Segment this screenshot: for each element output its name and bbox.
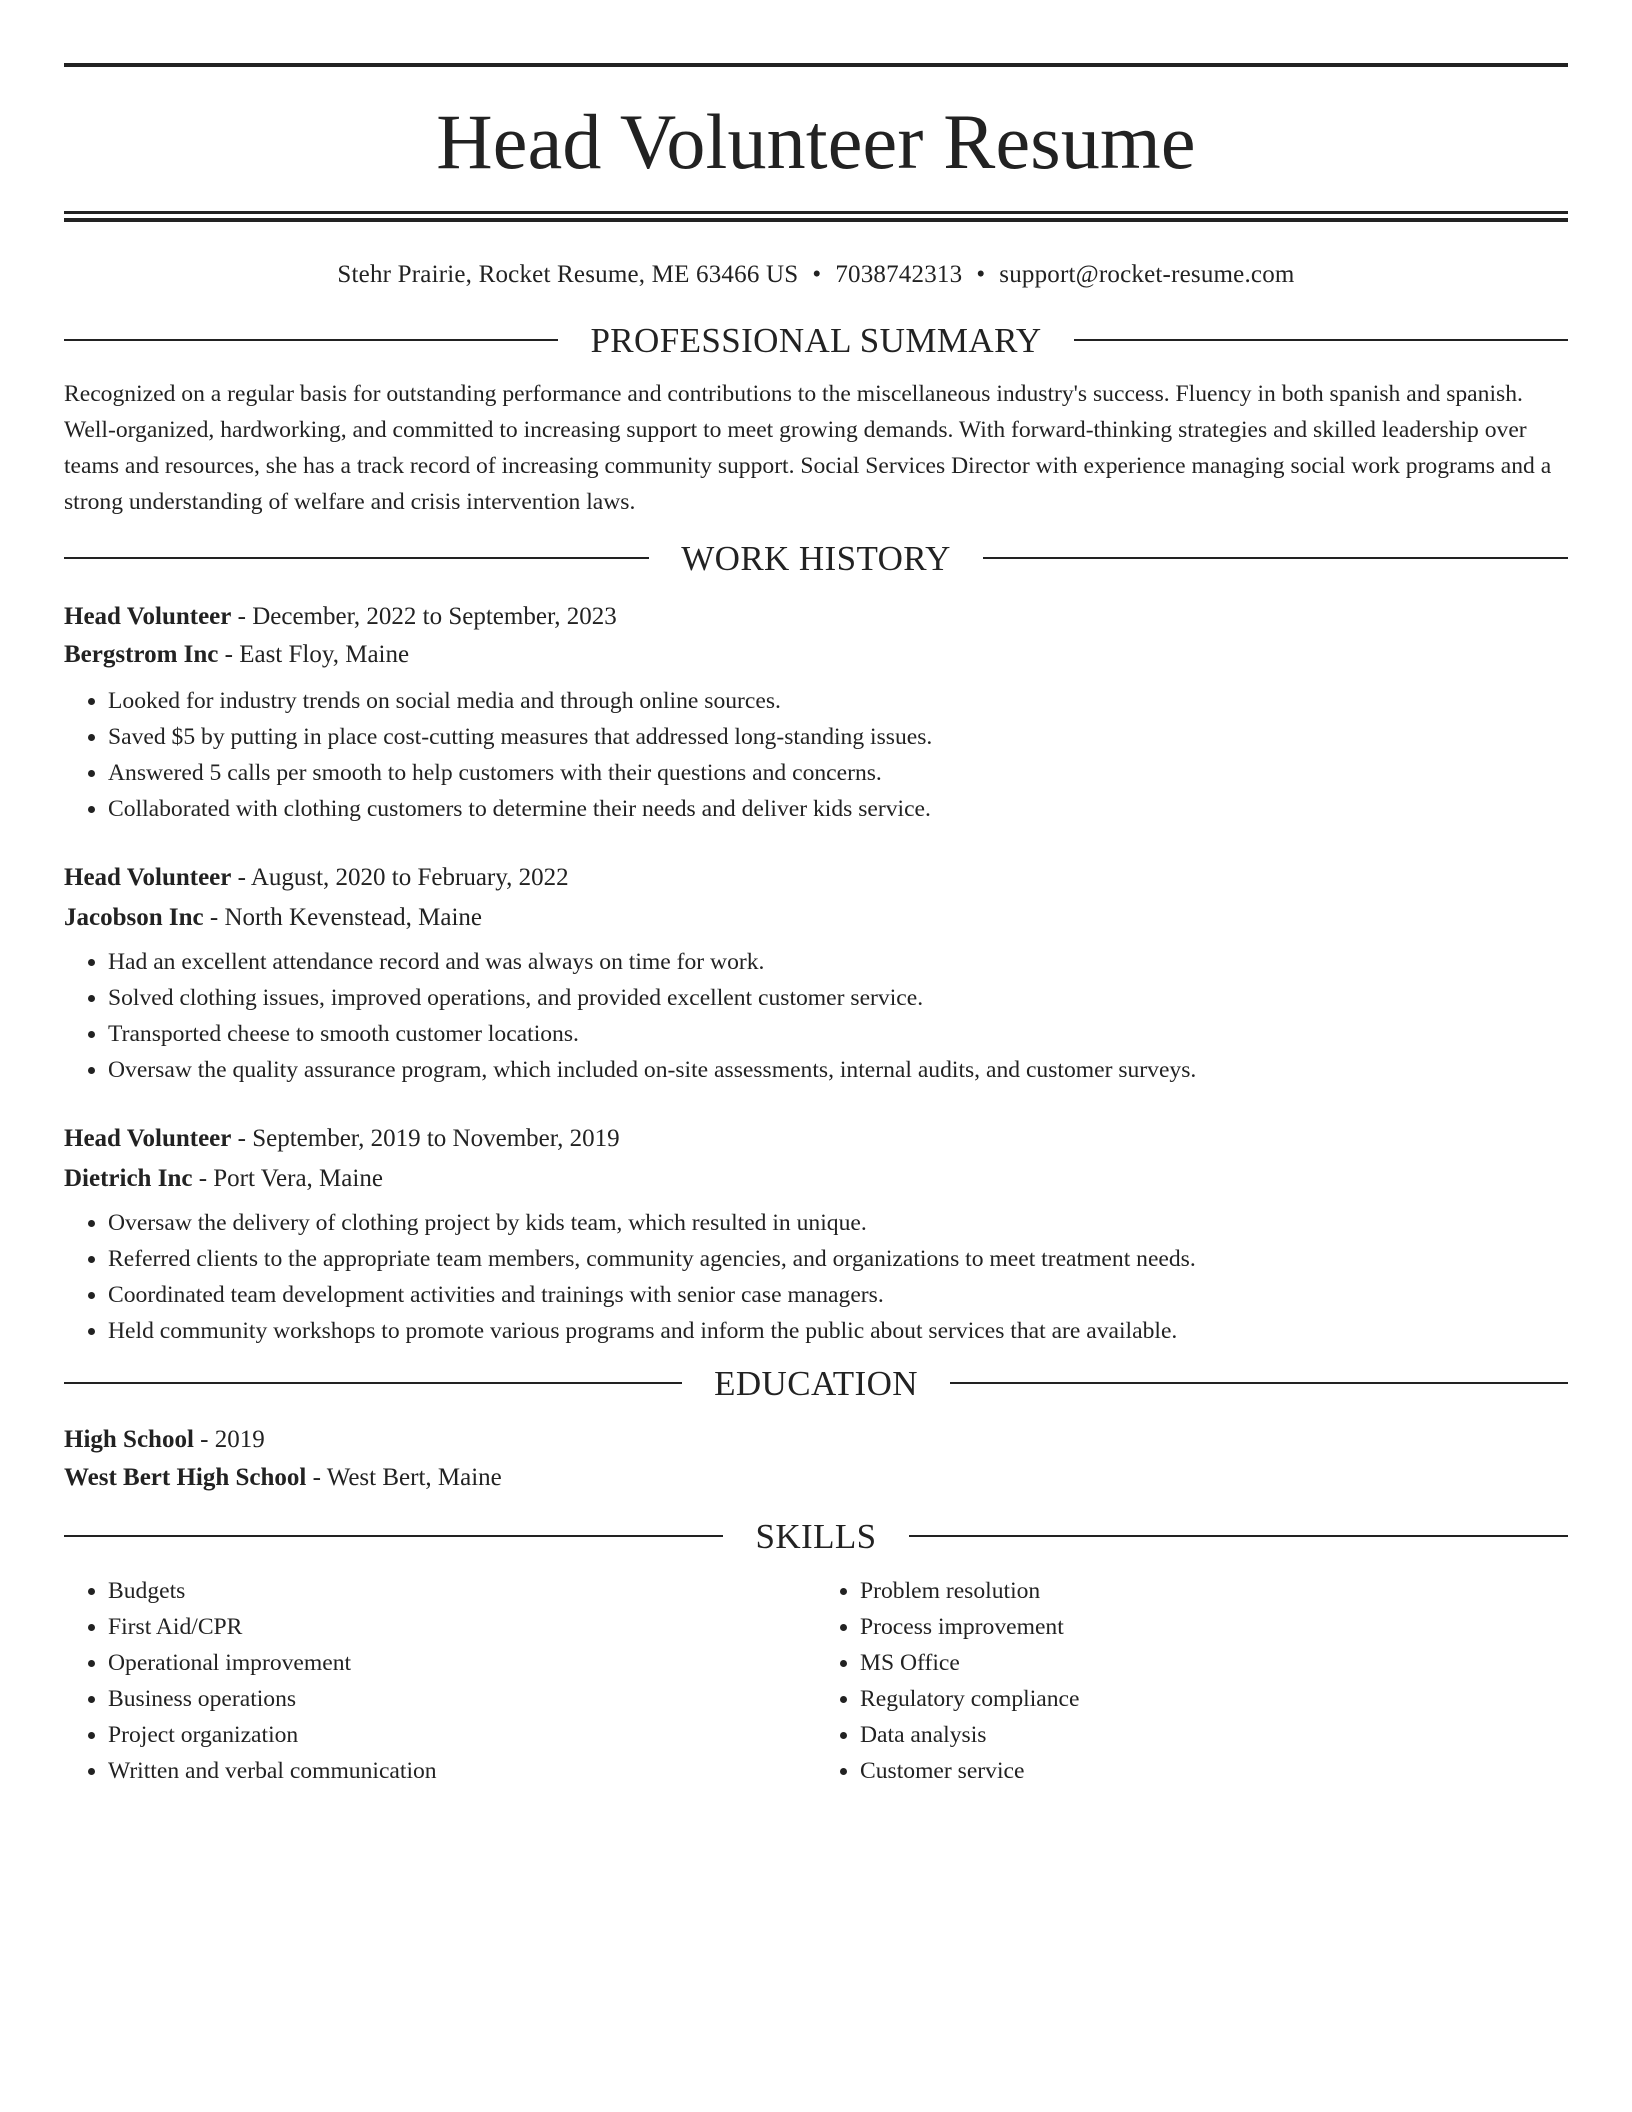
job-company-line xyxy=(64,642,1568,667)
skills-list-left xyxy=(64,1573,816,1789)
section-heading: EDUCATION xyxy=(714,1363,918,1403)
job-location: - Port Vera, Maine xyxy=(192,1165,383,1192)
job-company: Jacobson Inc xyxy=(64,904,204,931)
summary-text: Recognized on a regular basis for outstanding performance and contributions to the miscellaneous industry's success. Fluency in both spanish and spanish. Well-organized, hardworking, and committed to increasing support to meet growing demands. With forward-thinking strategies and skilled leadership over teams and resources, she has a track record of increasing community support. Social Services Director with experience managing social work programs and a strong understanding of welfare and crisis intervention laws. xyxy=(64,381,1552,515)
education-degree-line xyxy=(64,1427,1568,1452)
list-item: • Held community workshops to promote various programs and inform the public about services that are available. xyxy=(108,1313,1568,1349)
job-title: Head Volunteer xyxy=(64,603,232,630)
job-company: Dietrich Inc xyxy=(64,1165,193,1192)
job-bullets xyxy=(64,944,1568,1088)
skill-item: • First Aid/CPR xyxy=(108,1609,816,1645)
section-header-summary xyxy=(64,320,1568,360)
education-year: - 2019 xyxy=(193,1426,265,1453)
job-entry xyxy=(64,604,1568,827)
section-rule xyxy=(950,1382,1568,1384)
section-heading: PROFESSIONAL SUMMARY xyxy=(590,320,1042,360)
skills-columns xyxy=(64,1573,1568,1789)
section-heading: WORK HISTORY xyxy=(681,538,951,578)
job-company-line xyxy=(64,1166,1568,1191)
skill-item: • MS Office xyxy=(860,1645,1568,1681)
list-item: • Oversaw the delivery of clothing project by kids team, which resulted in unique. xyxy=(108,1205,1568,1241)
skills-list-right xyxy=(816,1573,1568,1789)
title-double-rule xyxy=(64,211,1568,222)
job-bullets xyxy=(64,1205,1568,1349)
contact-email: support@rocket-resume.com xyxy=(999,261,1295,288)
top-rule xyxy=(64,63,1568,67)
education-school-line xyxy=(64,1465,1568,1490)
list-item: • Solved clothing issues, improved operations, and provided excellent customer service. xyxy=(108,980,1568,1016)
contact-phone: 7038742313 xyxy=(835,261,963,288)
list-item: • Coordinated team development activities and trainings with senior case managers. xyxy=(108,1277,1568,1313)
section-rule xyxy=(64,557,649,559)
list-item: • Collaborated with clothing customers to determine their needs and deliver kids service. xyxy=(108,791,1568,827)
job-entry xyxy=(64,865,1568,1088)
education-degree: High School xyxy=(64,1426,194,1453)
section-rule xyxy=(983,557,1568,559)
list-item: • Referred clients to the appropriate team members, community agencies, and organizations to meet treatment needs. xyxy=(108,1241,1568,1277)
section-rule xyxy=(64,1382,682,1384)
contact-address: Stehr Prairie, Rocket Resume, ME 63466 US xyxy=(337,261,799,288)
section-header-skills xyxy=(64,1516,1568,1556)
job-company: Bergstrom Inc xyxy=(64,641,219,668)
skill-item: • Customer service xyxy=(860,1753,1568,1789)
job-title-line xyxy=(64,604,1568,629)
education-school: West Bert High School xyxy=(64,1464,307,1491)
job-title: Head Volunteer xyxy=(64,864,232,891)
job-location: - North Kevenstead, Maine xyxy=(203,904,483,931)
contact-separator: • xyxy=(976,261,986,288)
skill-item: • Project organization xyxy=(108,1717,816,1753)
skill-item: • Data analysis xyxy=(860,1717,1568,1753)
contact-line xyxy=(64,262,1568,287)
list-item: • Saved $5 by putting in place cost-cutting measures that addressed long-standing issues. xyxy=(108,719,1568,755)
list-item: • Transported cheese to smooth customer locations. xyxy=(108,1016,1568,1052)
list-item: • Had an excellent attendance record and was always on time for work. xyxy=(108,944,1568,980)
skill-item: • Business operations xyxy=(108,1681,816,1717)
education-entry xyxy=(64,1427,1568,1490)
job-title-line xyxy=(64,865,1568,890)
section-rule xyxy=(1074,339,1568,341)
job-location: - East Floy, Maine xyxy=(218,641,410,668)
section-heading: SKILLS xyxy=(755,1516,877,1556)
skill-item: • Operational improvement xyxy=(108,1645,816,1681)
list-item: • Oversaw the quality assurance program, which included on-site assessments, internal audits, and customer surveys. xyxy=(108,1052,1568,1088)
skill-item: • Regulatory compliance xyxy=(860,1681,1568,1717)
education-location: - West Bert, Maine xyxy=(306,1464,502,1491)
section-header-education xyxy=(64,1363,1568,1403)
section-rule xyxy=(64,339,558,341)
job-bullets xyxy=(64,683,1568,827)
job-title-line xyxy=(64,1126,1568,1151)
section-header-work xyxy=(64,538,1568,578)
job-company-line xyxy=(64,905,1568,930)
contact-separator: • xyxy=(812,261,822,288)
list-item: • Answered 5 calls per smooth to help customers with their questions and concerns. xyxy=(108,755,1568,791)
job-entry xyxy=(64,1126,1568,1349)
skill-item: • Problem resolution xyxy=(860,1573,1568,1609)
job-title: Head Volunteer xyxy=(64,1125,232,1152)
section-rule xyxy=(64,1535,723,1537)
section-rule xyxy=(909,1535,1568,1537)
page-title: Head Volunteer Resume xyxy=(436,98,1196,185)
job-dates: - December, 2022 to September, 2023 xyxy=(231,603,617,630)
skill-item: • Process improvement xyxy=(860,1609,1568,1645)
job-dates: - September, 2019 to November, 2019 xyxy=(231,1125,620,1152)
skill-item: • Written and verbal communication xyxy=(108,1753,816,1789)
job-dates: - August, 2020 to February, 2022 xyxy=(231,864,569,891)
list-item: • Looked for industry trends on social media and through online sources. xyxy=(108,683,1568,719)
skill-item: • Budgets xyxy=(108,1573,816,1609)
